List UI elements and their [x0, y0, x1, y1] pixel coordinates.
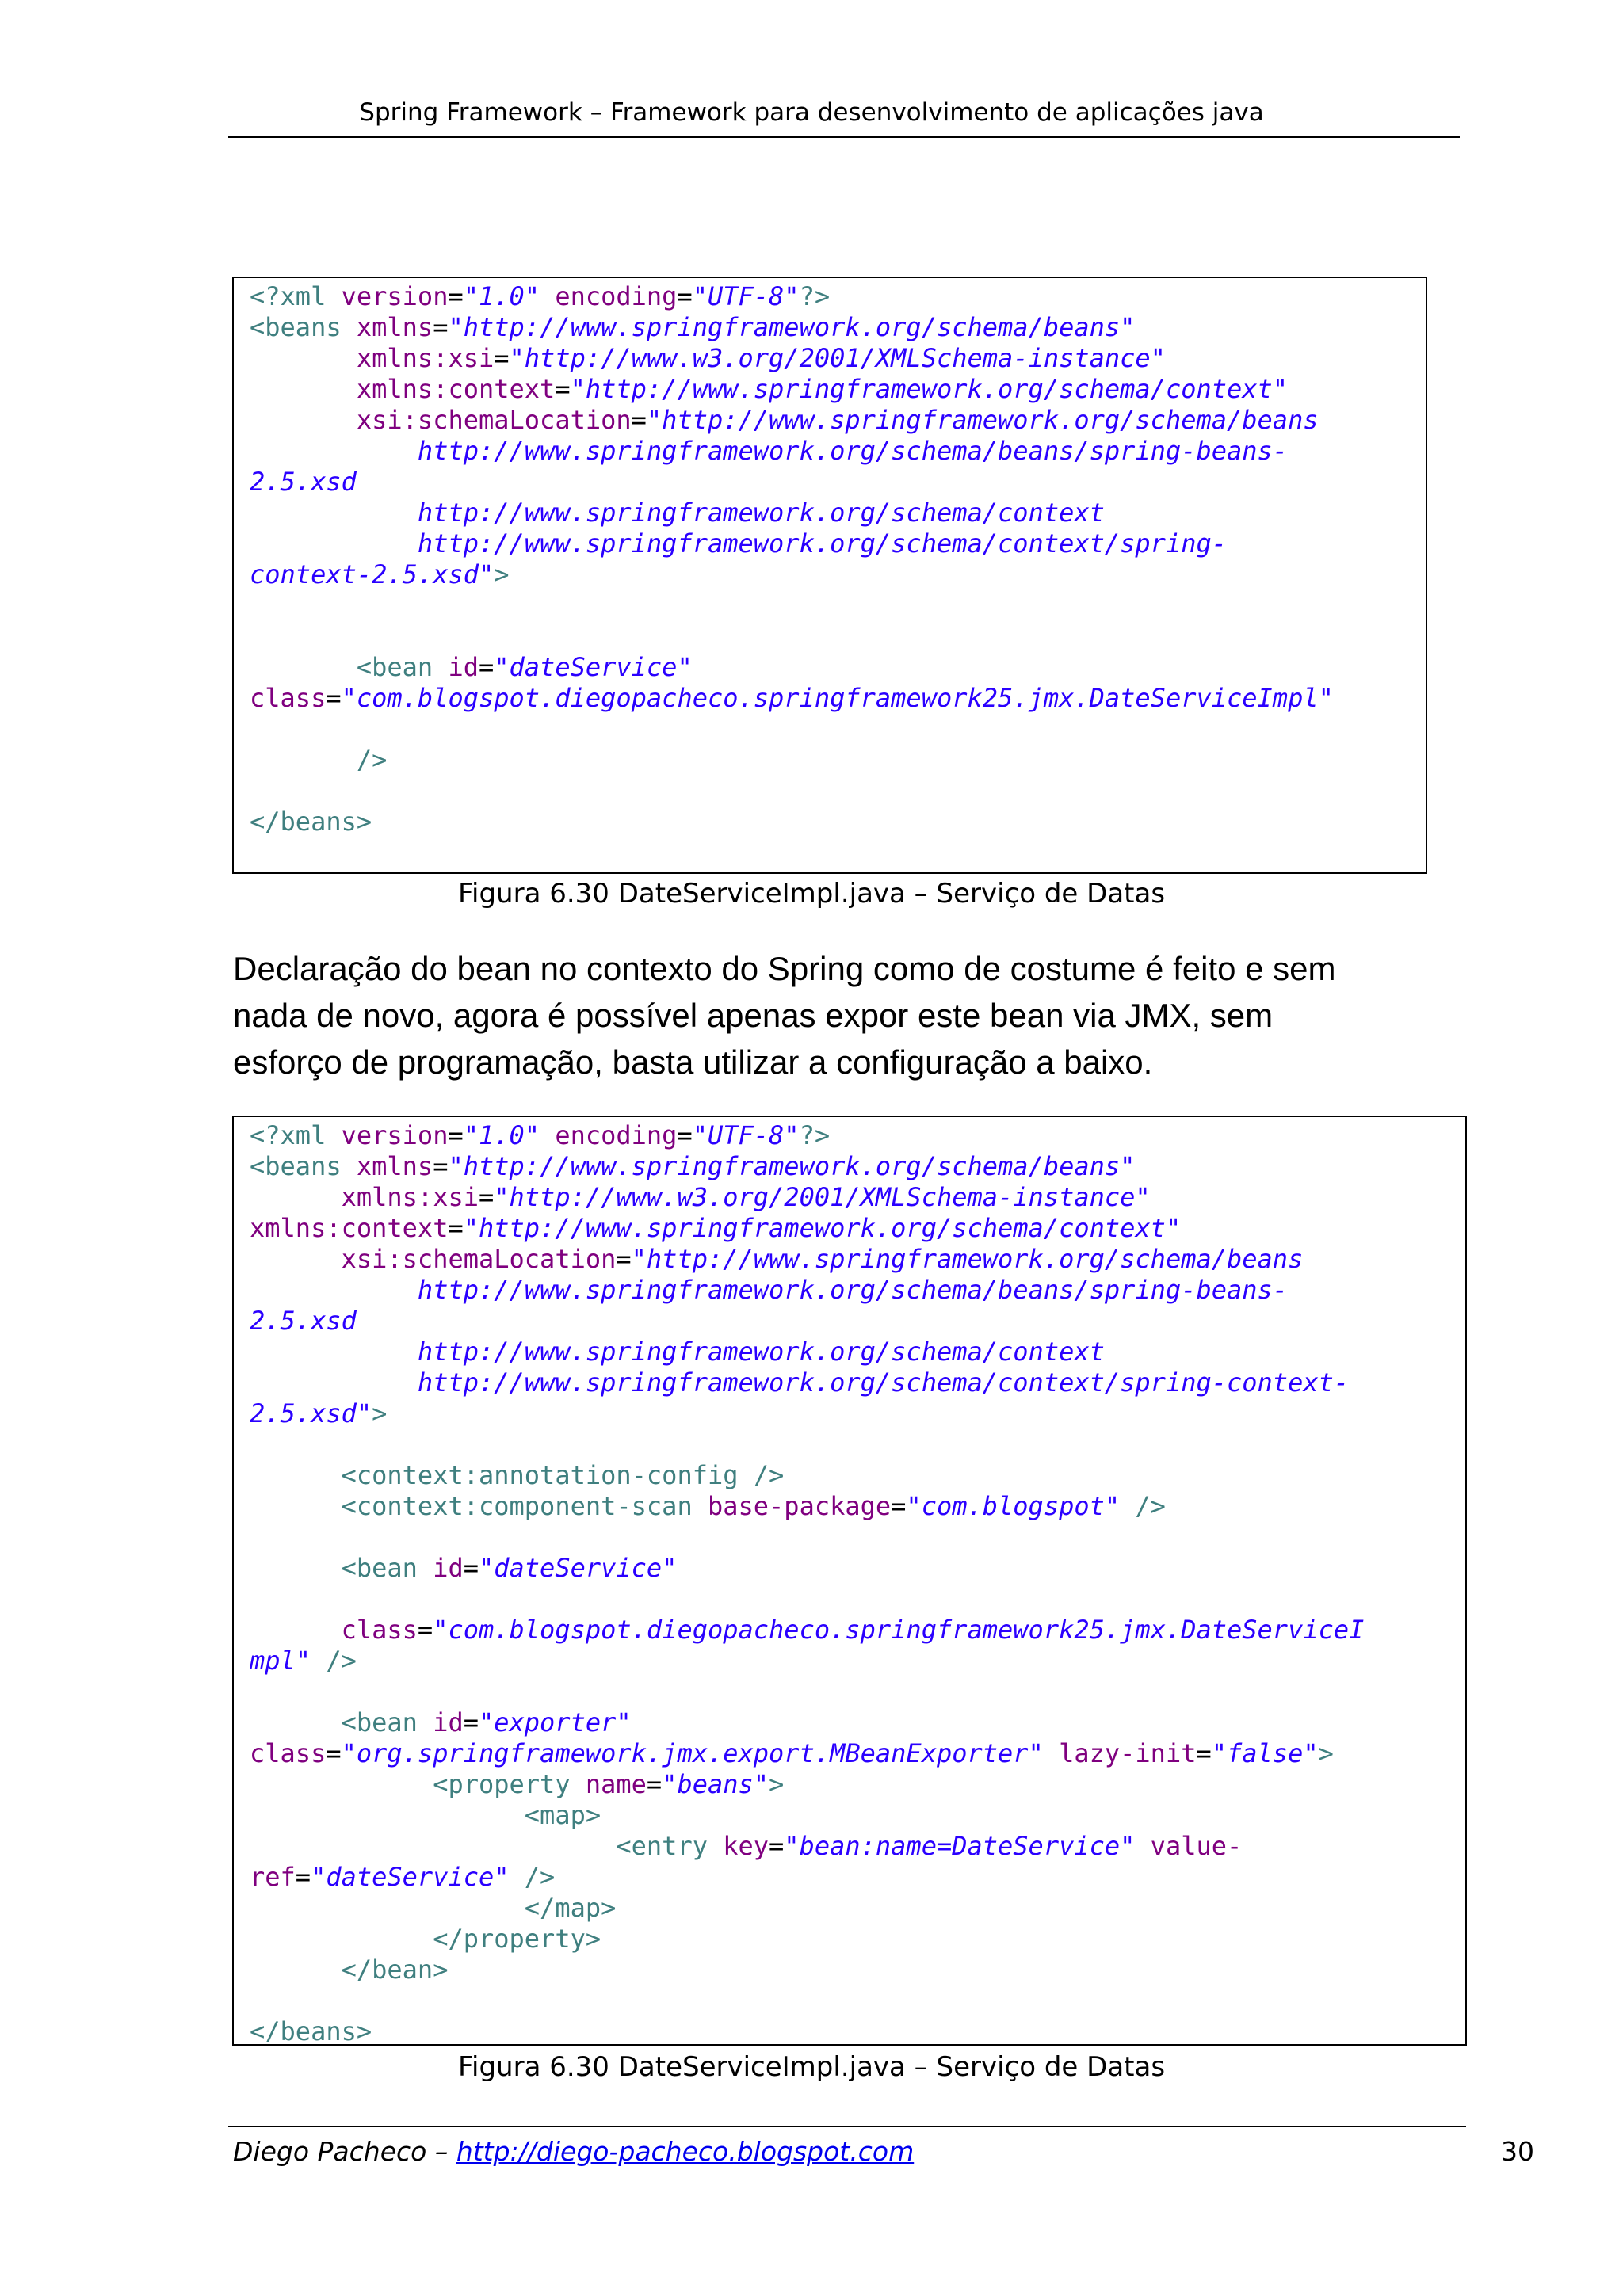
- code-token: <?xml: [250, 281, 342, 311]
- code-token: mpl": [250, 1646, 311, 1676]
- code-token: "exporter": [478, 1707, 632, 1737]
- footer-divider: [228, 2126, 1466, 2127]
- code-line: [250, 374, 1288, 404]
- code-token: http://www.springframework.org/schema/beans/spring-beans-: [250, 436, 1289, 466]
- code-token: "beans": [662, 1769, 769, 1799]
- code-token: "org.springframework.jmx.export.MBeanExporter": [341, 1738, 1044, 1768]
- code-line: [250, 1769, 784, 1799]
- code-token: >: [494, 559, 510, 589]
- code-token: "1.0": [463, 281, 540, 311]
- code-token: [250, 745, 357, 775]
- code-line: [250, 1924, 601, 1954]
- code-token: [540, 281, 555, 311]
- code-line: [250, 1306, 357, 1336]
- code-token: class: [250, 683, 327, 713]
- code-token: <?xml: [250, 1120, 342, 1150]
- code-line: [250, 1553, 677, 1583]
- code-token: [250, 1553, 342, 1583]
- code-token: =: [417, 1615, 433, 1645]
- code-token: "1.0": [463, 1120, 540, 1150]
- footer-blog-link[interactable]: http://diego-pacheco.blogspot.com: [456, 2136, 915, 2167]
- code-token: lazy-init: [1059, 1738, 1197, 1768]
- code-line: [250, 312, 1135, 342]
- header-divider: [228, 136, 1460, 138]
- code-token: [510, 1862, 525, 1892]
- code-token: <context:annotation-config />: [341, 1460, 785, 1490]
- code-token: base-package: [707, 1491, 892, 1521]
- code-token: xsi:schemaLocation: [341, 1244, 617, 1274]
- code-line: [250, 1120, 830, 1150]
- code-token: [250, 1955, 342, 1985]
- code-token: [250, 652, 357, 682]
- code-token: http://www.springframework.org/schema/context: [250, 1337, 1105, 1367]
- code-token: =: [433, 1151, 449, 1181]
- code-token: =: [555, 374, 571, 404]
- code-token: =: [677, 1120, 693, 1150]
- code-token: [250, 374, 357, 404]
- code-token: =: [433, 312, 449, 342]
- code-line: [250, 1367, 1349, 1398]
- code-token: =: [631, 405, 647, 435]
- code-token: =: [448, 1213, 464, 1243]
- code-line: [250, 1707, 632, 1737]
- code-token: >: [769, 1769, 785, 1799]
- code-token: "http://www.w3.org/2001/XMLSchema-instance": [494, 1182, 1151, 1212]
- code-token: "dateService": [478, 1553, 678, 1583]
- code-line: [250, 807, 372, 837]
- code-token: [250, 1831, 616, 1861]
- code-line: [250, 1244, 1303, 1274]
- code-token: >: [1318, 1738, 1334, 1768]
- code-token: version: [341, 1120, 449, 1150]
- code-token: "http://www.springframework.org/schema/beans": [448, 312, 1136, 342]
- code-token: <beans: [250, 312, 357, 342]
- code-line: [250, 498, 1105, 528]
- code-token: class: [341, 1615, 418, 1645]
- code-listing-1: [250, 281, 1334, 837]
- code-token: =: [1196, 1738, 1212, 1768]
- code-listing-2: [250, 1120, 1364, 2046]
- code-line: [250, 343, 1166, 373]
- code-token: ref: [250, 1862, 296, 1892]
- code-token: =: [295, 1862, 311, 1892]
- code-token: "http://www.springframework.org/schema/beans: [631, 1244, 1304, 1274]
- code-token: =: [769, 1831, 785, 1861]
- code-token: =: [478, 1182, 495, 1212]
- code-token: =: [326, 1738, 342, 1768]
- code-token: <bean: [341, 1553, 433, 1583]
- code-token: "http://www.springframework.org/schema/beans: [646, 405, 1319, 435]
- code-token: [1120, 1491, 1135, 1521]
- code-token: 2.5.xsd: [250, 1306, 357, 1336]
- body-paragraph: [233, 945, 1469, 1085]
- code-line: [250, 745, 387, 775]
- code-token: [250, 1182, 342, 1212]
- code-token: [250, 1491, 342, 1521]
- code-token: "com.blogspot.diegopacheco.springframework25.jmx.DateServiceImpl": [341, 683, 1334, 713]
- code-token: [250, 1707, 342, 1737]
- code-token: xmlns: [356, 1151, 433, 1181]
- code-line: [250, 683, 1334, 713]
- code-token: 2.5.xsd": [250, 1398, 372, 1428]
- code-line: [250, 1738, 1334, 1768]
- code-token: class: [250, 1738, 327, 1768]
- figure-caption-1: Figura 6.30 DateServiceImpl.java – Serviço de Datas: [457, 878, 1166, 910]
- code-token: =: [494, 343, 510, 373]
- code-token: id: [448, 652, 479, 682]
- code-token: [250, 405, 357, 435]
- code-token: id: [433, 1553, 464, 1583]
- code-token: "http://www.springframework.org/schema/beans": [448, 1151, 1136, 1181]
- code-line: [250, 1460, 784, 1490]
- code-line: [250, 405, 1319, 435]
- code-token: http://www.springframework.org/schema/context/spring-: [250, 528, 1227, 559]
- figure-caption-2: Figura 6.30 DateServiceImpl.java – Serviço de Datas: [457, 2051, 1166, 2083]
- code-token: name: [585, 1769, 647, 1799]
- code-token: encoding: [555, 281, 678, 311]
- code-token: xmlns:xsi: [341, 1182, 479, 1212]
- code-token: "com.blogspot": [906, 1491, 1121, 1521]
- code-block-xml-2: [232, 1116, 1467, 2046]
- code-token: [311, 1646, 326, 1676]
- code-token: <beans: [250, 1151, 357, 1181]
- code-token: http://www.springframework.org/schema/context/spring-context-: [250, 1367, 1350, 1398]
- code-token: [250, 343, 357, 373]
- code-line: [250, 1862, 555, 1892]
- code-token: <bean: [356, 652, 449, 682]
- code-line: [250, 1831, 1242, 1861]
- code-token: />: [326, 1646, 357, 1676]
- code-line: [250, 1151, 1135, 1181]
- code-line: [250, 1646, 357, 1676]
- code-token: xsi:schemaLocation: [356, 405, 632, 435]
- code-token: =: [616, 1244, 632, 1274]
- code-token: =: [677, 281, 693, 311]
- page-header-title: Spring Framework – Framework para desenvolvimento de aplicações java: [359, 98, 1264, 127]
- code-token: http://www.springframework.org/schema/context: [250, 498, 1105, 528]
- code-token: ?>: [799, 1120, 831, 1150]
- code-block-xml-1: [232, 277, 1427, 874]
- code-line: [250, 1398, 387, 1428]
- code-token: xmlns:context: [250, 1213, 449, 1243]
- code-line: [250, 1275, 1288, 1305]
- code-token: "dateService": [494, 652, 693, 682]
- code-line: [250, 1491, 1166, 1521]
- code-token: [250, 1769, 433, 1799]
- code-token: =: [448, 281, 464, 311]
- code-line: [250, 1213, 1181, 1243]
- code-token: />: [356, 745, 388, 775]
- footer-author-name: Diego Pacheco –: [233, 2136, 456, 2167]
- code-line: [250, 1955, 448, 1985]
- code-token: <property: [433, 1769, 586, 1799]
- code-token: </property>: [433, 1924, 601, 1954]
- code-token: id: [433, 1707, 464, 1737]
- code-token: [250, 1924, 433, 1954]
- code-token: "http://www.springframework.org/schema/context": [463, 1213, 1182, 1243]
- code-token: <context:component-scan: [341, 1491, 708, 1521]
- code-token: </beans>: [250, 807, 372, 837]
- code-token: xmlns:context: [356, 374, 556, 404]
- code-token: [250, 1893, 525, 1923]
- page-number: 30: [1501, 2136, 1534, 2167]
- code-token: "false": [1211, 1738, 1319, 1768]
- code-token: =: [646, 1769, 663, 1799]
- code-token: "bean:name=DateService": [784, 1831, 1136, 1861]
- code-token: [250, 1800, 525, 1830]
- code-token: xmlns:xsi: [356, 343, 495, 373]
- code-line: [250, 1337, 1105, 1367]
- code-token: />: [1135, 1491, 1166, 1521]
- code-line: [250, 1615, 1364, 1645]
- code-token: [1135, 1831, 1150, 1861]
- code-token: "com.blogspot.diegopacheco.springframework25.jmx.DateServiceI: [433, 1615, 1365, 1645]
- code-line: [250, 528, 1227, 559]
- code-token: [250, 1460, 342, 1490]
- code-token: [250, 1615, 342, 1645]
- code-line: [250, 281, 830, 311]
- paragraph-line: esforço de programação, basta utilizar a configuração a baixo.: [233, 1043, 1153, 1081]
- code-token: "UTF-8": [692, 281, 800, 311]
- code-token: =: [448, 1120, 464, 1150]
- code-token: </bean>: [341, 1955, 449, 1985]
- code-token: <entry: [616, 1831, 724, 1861]
- code-token: "http://www.springframework.org/schema/context": [570, 374, 1289, 404]
- code-token: />: [524, 1862, 556, 1892]
- code-line: [250, 1182, 1151, 1212]
- code-line: [250, 559, 510, 589]
- code-token: "UTF-8": [692, 1120, 800, 1150]
- code-token: <bean: [341, 1707, 433, 1737]
- code-line: [250, 467, 357, 497]
- code-token: [1044, 1738, 1059, 1768]
- code-token: xmlns: [356, 312, 433, 342]
- code-line: [250, 1893, 616, 1923]
- code-token: [540, 1120, 555, 1150]
- code-token: encoding: [555, 1120, 678, 1150]
- code-line: [250, 436, 1288, 466]
- code-token: </beans>: [250, 2016, 372, 2046]
- code-token: =: [463, 1707, 479, 1737]
- paragraph-line: nada de novo, agora é possível apenas expor este bean via JMX, sem: [233, 997, 1274, 1034]
- code-token: http://www.springframework.org/schema/beans/spring-beans-: [250, 1275, 1289, 1305]
- code-line: [250, 1800, 601, 1830]
- code-token: "http://www.w3.org/2001/XMLSchema-instance": [509, 343, 1166, 373]
- code-line: [250, 652, 693, 682]
- code-token: <map>: [524, 1800, 601, 1830]
- paragraph-line: Declaração do bean no contexto do Spring como de costume é feito e sem: [233, 950, 1336, 987]
- footer-author: [233, 2136, 914, 2167]
- code-line: [250, 2016, 372, 2046]
- code-token: context-2.5.xsd": [250, 559, 495, 589]
- code-token: </map>: [524, 1893, 617, 1923]
- code-token: key: [723, 1831, 769, 1861]
- code-token: =: [463, 1553, 479, 1583]
- code-token: version: [341, 281, 449, 311]
- code-token: [250, 1244, 342, 1274]
- code-token: "dateService": [311, 1862, 510, 1892]
- code-token: =: [478, 652, 495, 682]
- code-token: 2.5.xsd: [250, 467, 357, 497]
- code-token: ?>: [799, 281, 831, 311]
- code-token: value-: [1150, 1831, 1243, 1861]
- code-token: =: [891, 1491, 907, 1521]
- code-token: =: [326, 683, 342, 713]
- code-token: >: [372, 1398, 388, 1428]
